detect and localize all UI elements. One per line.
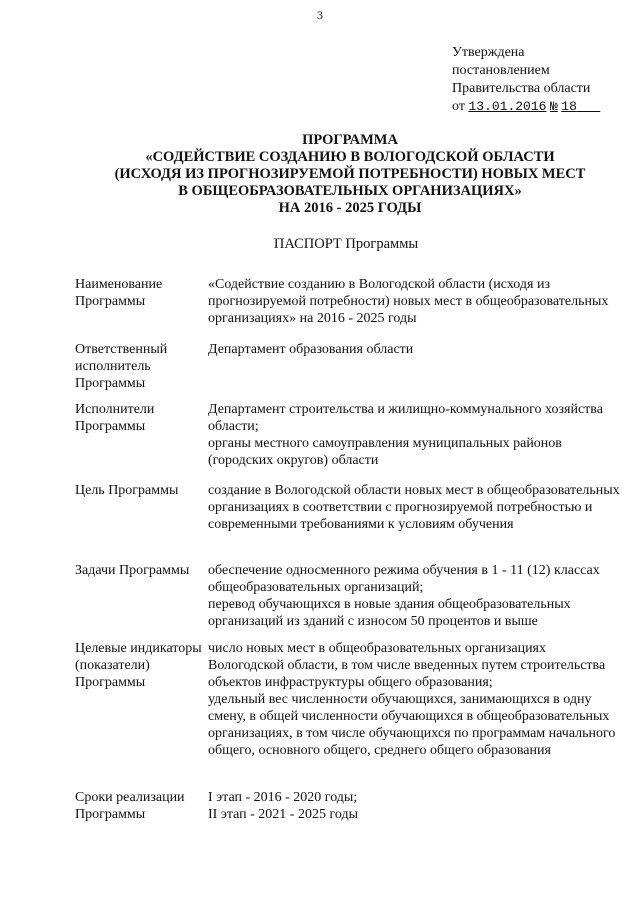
row-value	[208, 562, 623, 630]
passport-title: ПАСПОРТ Программы	[273, 236, 419, 252]
row-value	[208, 640, 623, 759]
row-value	[208, 482, 623, 533]
approval-number: 18	[561, 99, 577, 114]
row-value	[208, 276, 623, 327]
row-value-paragraph: «Содействие созданию в Вологодской области (исходя из прогнозируемой потребности) новых мест в общеобразовательных организациях» на 2016 - 2025 годы	[208, 277, 609, 326]
title-line-4: В ОБЩЕОБРАЗОВАТЕЛЬНЫХ ОРГАНИЗАЦИЯХ»	[178, 183, 522, 199]
row-value	[208, 789, 623, 823]
approval-line-2: постановлением	[452, 63, 550, 78]
row-value-paragraph: перевод обучающихся в новые здания общеобразовательных организаций из зданий с износом 50 процентов и выше	[208, 597, 571, 629]
row-label: Сроки реализации Программы	[75, 790, 185, 822]
approval-stamp	[452, 44, 632, 116]
page-number: 3	[317, 8, 323, 22]
row-label: Наименование Программы	[75, 277, 163, 309]
title-line-1: ПРОГРАММА	[302, 132, 398, 148]
row-label: Задачи Программы	[75, 563, 190, 578]
title-line-5: НА 2016 - 2025 ГОДЫ	[278, 200, 422, 216]
row-label: Ответственный исполнитель Программы	[75, 342, 168, 391]
row-value-paragraph: Департамент образования области	[208, 342, 414, 357]
approval-line-1: Утверждена	[452, 45, 525, 60]
row-value-paragraph: удельный вес численности обучающихся, занимающихся в одну смену, в общей численности обучающихся в общеобразовательных организациях, в том числе обучающихся по программам начального общего, основного общего, среднего общего образования	[208, 692, 616, 758]
title-line-3: (ИСХОДЯ ИЗ ПРОГНОЗИРУЕМОЙ ПОТРЕБНОСТИ) НОВЫХ МЕСТ	[114, 166, 586, 182]
row-value-paragraph: I этап - 2016 - 2020 годы;	[208, 790, 358, 805]
row-value	[208, 401, 623, 469]
approval-line-3: Правительства области	[452, 81, 591, 96]
row-value-paragraph: II этап - 2021 - 2025 годы	[208, 807, 358, 822]
row-value-paragraph: органы местного самоуправления муниципальных районов (городских округов) области	[208, 436, 562, 468]
approval-date-line	[452, 98, 632, 116]
approval-date: 13.01.2016	[468, 99, 547, 114]
row-label: Цель Программы	[75, 483, 179, 498]
row-value-paragraph: число новых мест в общеобразовательных организациях Вологодской области, в том числе введенных путем строительства объектов инфраструктуры общего образования;	[208, 641, 606, 690]
approval-number-sign: №	[549, 99, 558, 114]
row-value-paragraph: Департамент строительства и жилищно-коммунального хозяйства области;	[208, 402, 603, 434]
row-value-paragraph: обеспечение односменного режима обучения в 1 - 11 (12) классах общеобразовательных организаций;	[208, 563, 600, 595]
program-title	[0, 132, 640, 217]
title-line-2: «СОДЕЙСТВИЕ СОЗДАНИЮ В ВОЛОГОДСКОЙ ОБЛАСТИ	[145, 149, 555, 165]
row-label: Целевые индикаторы (показатели) Программы	[75, 641, 202, 690]
approval-date-prefix: от	[452, 99, 465, 114]
row-label: Исполнители Программы	[75, 402, 155, 434]
row-value-paragraph: создание в Вологодской области новых мест в общеобразовательных организациях в соответствии с прогнозируемой потребностью и современными требованиями к условиям обучения	[208, 483, 620, 532]
row-value	[208, 341, 623, 358]
